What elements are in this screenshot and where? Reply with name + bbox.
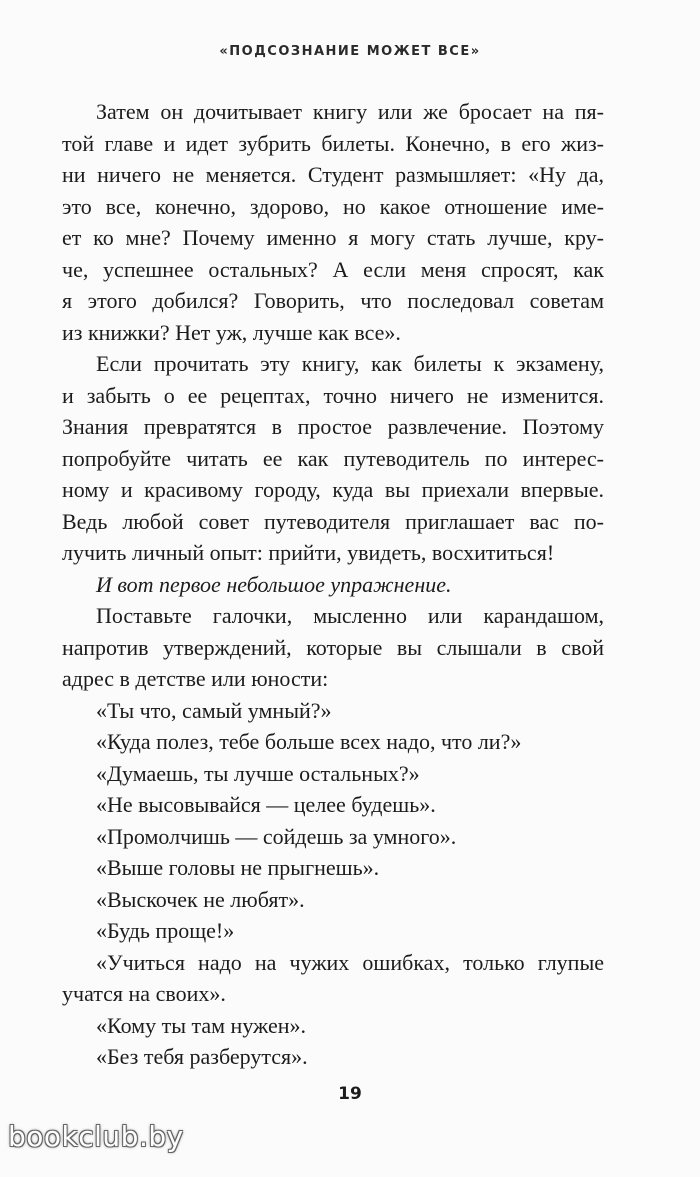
text-line: ни ничего не меняется. Студент размышляет: «Ну да, <box>62 162 604 187</box>
quotes-list <box>62 695 604 1073</box>
running-head: «ПОДСОЗНАНИЕ МОЖЕТ ВСЕ» <box>219 44 481 59</box>
text-line: это все, конечно, здорово, но какое отношение име- <box>62 193 604 219</box>
text-line: напротив утверждений, которые вы слышали в свой <box>62 634 604 660</box>
watermark-logo: bookclub.by <box>8 1120 184 1153</box>
text-line: Если прочитать эту книгу, как билеты к экзамену, <box>96 351 604 376</box>
text-line: лучить личный опыт: прийти, увидеть, восхититься! <box>62 540 555 565</box>
text-line: попробуйте читать ее как путеводитель по интерес- <box>62 445 604 471</box>
quote-item: «Выше головы не прыгнешь». <box>96 855 380 880</box>
text-line: Поставьте галочки, мысленно или карандашом, <box>96 603 604 628</box>
body-text <box>62 96 604 1073</box>
text-line: той главе и идет зубрить билеты. Конечно, в его жиз- <box>62 130 604 156</box>
quote-item: «Кому ты там нужен». <box>96 1012 306 1038</box>
text-line: ному и красивому городу, куда вы приехали впервые. <box>62 477 604 502</box>
paragraph-1 <box>62 96 604 348</box>
text-line: и забыть о ее рецептах, точно ничего не изменится. <box>62 382 604 408</box>
exercise-intro: И вот первое небольшое упражнение. <box>96 571 452 597</box>
paragraph-4 <box>62 600 604 695</box>
text-line: Знания превратятся в простое развлечение. Поэтому <box>62 414 604 439</box>
quote-item: «Без тебя разберутся». <box>96 1044 308 1069</box>
quote-item: «Ты что, самый умный?» <box>96 697 332 723</box>
quote-item: «Думаешь, ты лучше остальных?» <box>96 760 420 786</box>
page-number: 19 <box>338 1084 362 1104</box>
text-line: из книжки? Нет уж, лучше как все». <box>62 319 401 345</box>
quote-item: «Промолчишь — сойдешь за умного». <box>96 823 457 849</box>
text-line: я этого добился? Говорить, что последовал советам <box>62 288 604 313</box>
paragraph-2 <box>62 348 604 569</box>
quote-item: «Будь проще!» <box>96 918 235 943</box>
text-line: че, успешнее остальных? А если меня спросят, как <box>62 256 604 282</box>
text-line: ет ко мне? Почему именно я могу стать лучше, кру- <box>62 225 604 250</box>
paragraph-3-italic <box>62 569 604 601</box>
quote-item: «Не высовывайся — целее будешь». <box>96 792 436 817</box>
quote-item: «Выскочек не любят». <box>96 886 305 912</box>
quote-item: «Учиться надо на чужих ошибках, только глупые <box>96 949 604 975</box>
text-line: Затем он дочитывает книгу или же бросает на пя- <box>96 99 604 124</box>
quote-item: «Куда полез, тебе больше всех надо, что ли?» <box>96 729 522 754</box>
text-line: адрес в детстве или юности: <box>62 666 329 691</box>
text-line: Ведь любой совет путеводителя приглашает вас по- <box>62 508 604 534</box>
quote-item-continued: учатся на своих». <box>62 981 226 1006</box>
